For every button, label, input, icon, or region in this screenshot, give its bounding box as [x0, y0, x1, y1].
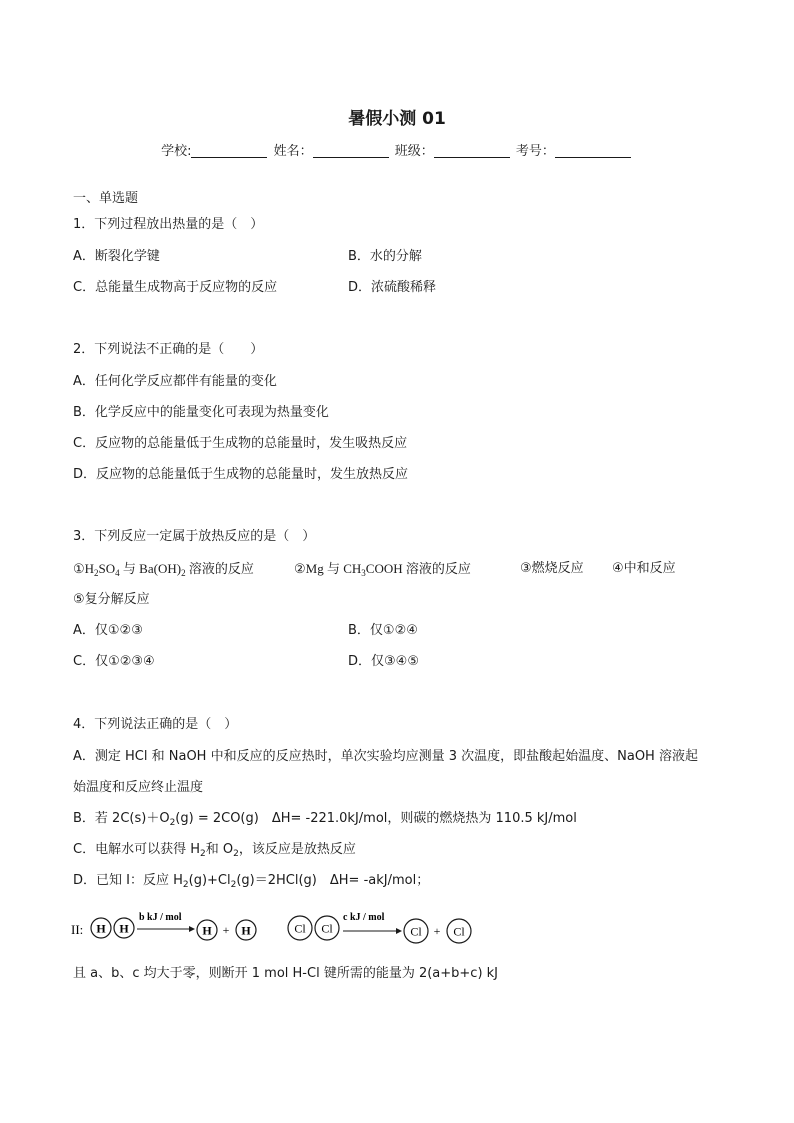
- school-label: 学校:: [161, 144, 192, 159]
- q4-option-c: C．电解水可以获得 $H_2$和 $O_2$，该反应是放热反应: [73, 842, 356, 859]
- student-info-row: [0, 140, 794, 159]
- q4-option-d: D．已知 I：反应 $H_2(g)+Cl_2(g)=2HCl(g)$ ΔH= -akJ/mol；: [73, 873, 430, 890]
- q3-choice-1-text: $①H_2SO_4$ 与 $Ba(OH)_2$ 溶液的反应: [73, 561, 254, 578]
- section-heading: 一、单选题: [73, 191, 139, 206]
- q2-option-c: C．反应物的总能量低于生成物的总能量时，发生吸热反应: [73, 436, 408, 451]
- q1-stem: 1．下列过程放出热量的是（ ）: [73, 217, 264, 232]
- q2-option-d: D．反应物的总能量低于生成物的总能量时，发生放热反应: [73, 467, 409, 482]
- h-atom-label: H: [119, 921, 129, 936]
- q3-option-d: D．仅③④⑤: [348, 654, 419, 669]
- h-atom-label: H: [96, 921, 106, 936]
- q4-option-a-line2: 始温度和反应终止温度: [73, 780, 204, 795]
- plus-sign: +: [222, 923, 230, 937]
- h-atom-label: H: [241, 923, 251, 938]
- q4-stem: 4．下列说法正确的是（ ）: [73, 717, 238, 732]
- q4-option-a-line1: A．测定 HCl 和 NaOH 中和反应的反应热时，单次实验均应测量 3 次温度，即盐酸起始温度、NaOH 溶液起: [73, 749, 698, 764]
- q3-stem: 3．下列反应一定属于放热反应的是（ ）: [73, 529, 316, 544]
- arrow1-label: b kJ / mol: [139, 912, 182, 923]
- q1-option-c: C．总能量生成物高于反应物的反应: [73, 280, 278, 295]
- arrow2-head: [396, 928, 402, 934]
- q3-choice-5: ⑤复分解反应: [73, 592, 150, 607]
- page-title: 暑假小测 01: [348, 109, 446, 129]
- school-blank[interactable]: [191, 143, 267, 158]
- q3-option-b: B．仅①②④: [348, 623, 418, 638]
- h-atom-label: H: [202, 923, 212, 938]
- cl-atom-label: Cl: [294, 921, 306, 936]
- q1-option-b: B．水的分解: [348, 249, 422, 264]
- q3-choice-2: ②Mg 与 $CH_3COOH$ 溶液的反应: [294, 561, 471, 578]
- arrow2-label: c kJ / mol: [343, 912, 385, 923]
- cl-atom-label: Cl: [410, 924, 422, 939]
- q2-stem: 2．下列说法不正确的是（ ）: [73, 342, 264, 357]
- q2-option-a: A．任何化学反应都伴有能量的变化: [73, 374, 277, 389]
- number-label: 考号：: [515, 144, 555, 159]
- cl-atom-label: Cl: [453, 924, 465, 939]
- name-label: 姓名：: [273, 144, 313, 159]
- ii-label: II:: [71, 922, 84, 937]
- q3-choice-3: ③燃烧反应: [520, 561, 584, 576]
- class-label: 班级：: [394, 144, 434, 159]
- q3-choice-4: ④中和反应: [612, 561, 676, 576]
- bond-energy-diagram: [71, 910, 491, 950]
- q3-option-a: A．仅①②③: [73, 623, 143, 638]
- q3-choice-1: [73, 560, 254, 579]
- q1-option-d: D．浓硫酸稀释: [348, 280, 437, 295]
- q4-option-b: B．若 $2C(s)+O_2(g) = 2CO(g)$ ΔH= -221.0kJ/mol，则碳的燃烧热为 110.5 kJ/mol: [73, 811, 577, 828]
- arrow1-head: [189, 926, 195, 932]
- q2-option-b: B．化学反应中的能量变化可表现为热量变化: [73, 405, 329, 420]
- cl-atom-label: Cl: [321, 921, 333, 936]
- q1-option-a: A．断裂化学键: [73, 249, 160, 264]
- class-blank[interactable]: [434, 143, 510, 158]
- name-blank[interactable]: [313, 143, 389, 158]
- q4-conclusion: 且 a、b、c 均大于零，则断开 1 mol H-Cl 键所需的能量为 2(a+b+c) kJ: [73, 966, 499, 981]
- q3-option-c: C．仅①②③④: [73, 654, 155, 669]
- number-blank[interactable]: [555, 143, 631, 158]
- plus-sign: +: [433, 924, 441, 938]
